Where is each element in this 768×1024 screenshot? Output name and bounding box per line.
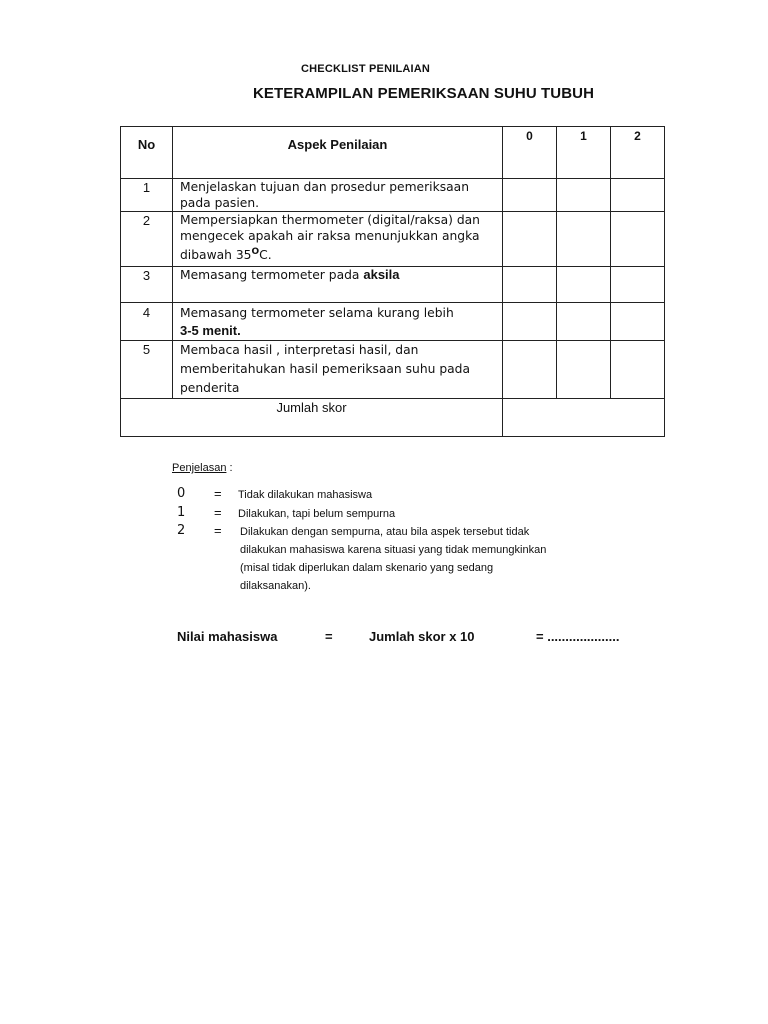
row-description-unit: C. (259, 248, 272, 263)
legend-equals: = (214, 523, 222, 538)
score-cell-0[interactable] (503, 341, 557, 399)
row-number: 2 (121, 212, 173, 267)
score-formula: Jumlah skor x 10 (369, 629, 475, 644)
table-row (121, 267, 665, 303)
checklist-subtitle: CHECKLIST PENILAIAN (301, 63, 431, 75)
score-cell-0[interactable] (503, 303, 557, 341)
row-description-text: Memasang termometer selama kurang lebih (180, 306, 454, 320)
assessment-table (120, 126, 665, 437)
table-row (121, 303, 665, 341)
table-row (121, 179, 665, 212)
score-cell-2[interactable] (611, 179, 665, 212)
score-cell-0[interactable] (503, 179, 557, 212)
table-header-row (121, 127, 665, 179)
row-description (173, 267, 503, 303)
header-aspek: Aspek Penilaian (173, 127, 503, 179)
total-score-cell[interactable] (503, 399, 665, 437)
row-number: 5 (121, 341, 173, 399)
score-cell-0[interactable] (503, 267, 557, 303)
legend-number: 0 (177, 486, 186, 501)
legend-title-text: Penjelasan (172, 462, 227, 474)
score-cell-2[interactable] (611, 341, 665, 399)
row-description: Membaca hasil , interpretasi hasil, dan memberitahukan hasil pemeriksaan suhu pada penderita (173, 341, 503, 399)
row-number: 3 (121, 267, 173, 303)
score-cell-1[interactable] (557, 179, 611, 212)
legend-number: 1 (177, 505, 186, 520)
score-cell-1[interactable] (557, 303, 611, 341)
row-description (173, 212, 503, 267)
legend-text: Dilakukan, tapi belum sempurna (238, 508, 396, 520)
header-score-2: 2 (611, 127, 665, 179)
score-cell-1[interactable] (557, 341, 611, 399)
row-description-bold: aksila (363, 267, 400, 282)
row-number: 4 (121, 303, 173, 341)
degree-superscript: O (251, 247, 260, 257)
score-formula-equals: = (325, 629, 333, 644)
row-description-text: Memasang termometer pada (180, 268, 364, 282)
legend-text: Tidak dilakukan mahasiswa (238, 489, 373, 501)
score-cell-1[interactable] (557, 212, 611, 267)
legend-text: Dilakukan dengan sempurna, atau bila aspek tersebut tidak dilakukan mahasiswa karena situasi yang tidak memungkinkan (misal tidak diperlukan dalam skenario yang sedang dilaksanakan). (240, 526, 547, 592)
legend-title-colon: : (226, 462, 233, 474)
legend-equals: = (214, 505, 222, 520)
document-title: KETERAMPILAN PEMERIKSAAN SUHU TUBUH (253, 85, 595, 102)
table-row (121, 212, 665, 267)
score-cell-2[interactable] (611, 267, 665, 303)
legend-title (172, 462, 233, 474)
score-cell-0[interactable] (503, 212, 557, 267)
score-cell-2[interactable] (611, 212, 665, 267)
table-total-row (121, 399, 665, 437)
header-no: No (121, 127, 173, 179)
header-score-0: 0 (503, 127, 557, 179)
score-result-blank[interactable]: = .................... (536, 629, 620, 644)
total-label: Jumlah skor (121, 399, 503, 437)
row-description-text: Mempersiapkan thermometer (digital/raksa) dan mengecek apakah air raksa menunjukkan angka dibawah 35 (180, 213, 480, 263)
row-description-bold: 3-5 menit. (180, 323, 241, 338)
score-cell-2[interactable] (611, 303, 665, 341)
row-description: Menjelaskan tujuan dan prosedur pemeriksaan pada pasien. (173, 179, 503, 212)
score-cell-1[interactable] (557, 267, 611, 303)
row-description (173, 303, 503, 341)
header-score-1: 1 (557, 127, 611, 179)
legend-equals: = (214, 486, 222, 501)
table-row (121, 341, 665, 399)
score-formula-label: Nilai mahasiswa (177, 629, 278, 644)
row-number: 1 (121, 179, 173, 212)
legend-number: 2 (177, 523, 186, 538)
